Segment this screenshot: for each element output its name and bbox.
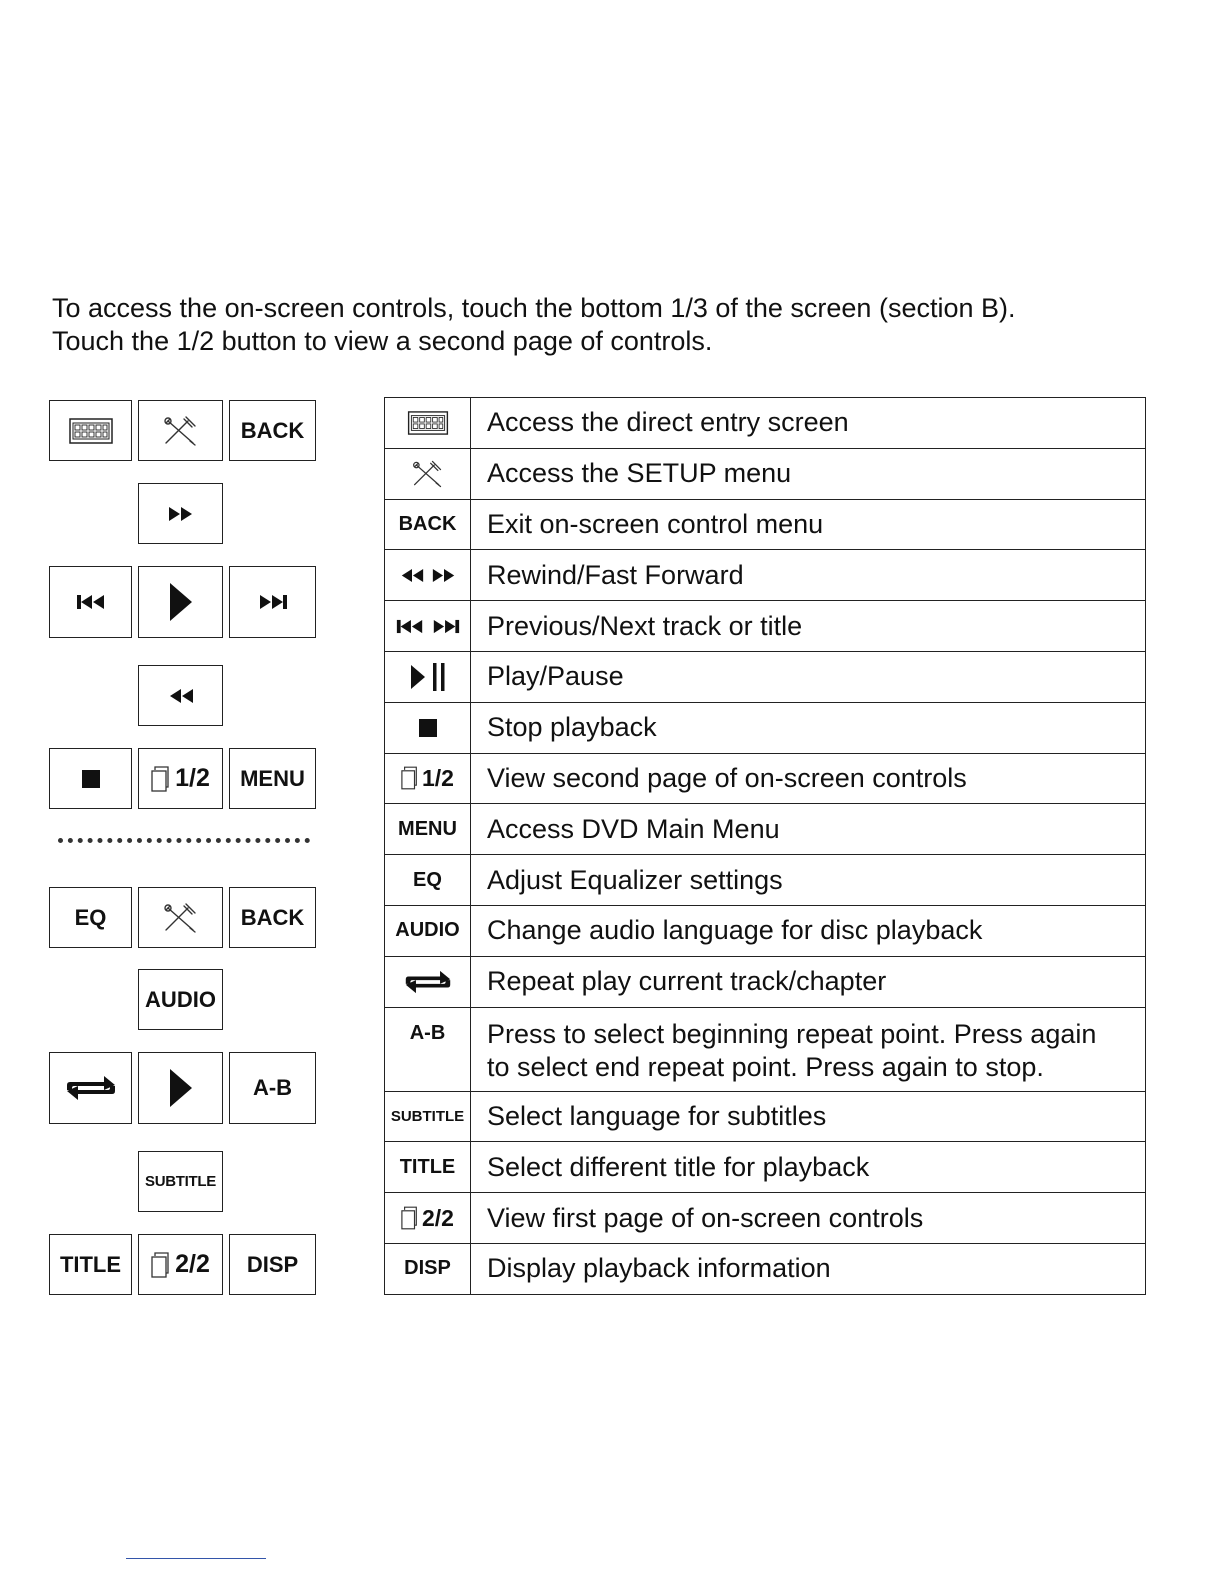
rewind-icon (399, 568, 425, 583)
footer-rule (126, 1558, 266, 1559)
intro-line-2: Touch the 1/2 button to view a second page of controls. (52, 326, 713, 356)
play-icon (168, 1068, 194, 1108)
legend-ab-line-2: to select end repeat point. Press again to stop. (487, 1051, 1044, 1082)
legend-audio: Change audio language for disc playback (471, 905, 1146, 956)
legend-ab-key: A-B (385, 1007, 471, 1091)
repeat-button[interactable] (49, 1052, 132, 1124)
legend-subtitle: Select language for subtitles (471, 1091, 1146, 1142)
legend-title-key: TITLE (385, 1142, 471, 1193)
subtitle-button-label: SUBTITLE (145, 1173, 216, 1190)
subtitle-button[interactable] (138, 1151, 223, 1212)
ab-repeat-button-label: A-B (252, 1075, 293, 1100)
eq-button[interactable] (49, 887, 132, 948)
table-row (385, 1091, 1146, 1142)
table-row (385, 855, 1146, 906)
legend-disp-key: DISP (385, 1243, 471, 1294)
play-button-2[interactable] (138, 1052, 223, 1124)
legend-page1: View second page of on-screen controls (471, 753, 1146, 804)
title-button[interactable] (49, 1234, 132, 1295)
play-icon (168, 582, 194, 622)
legend-eq: Adjust Equalizer settings (471, 855, 1146, 906)
legend-title: Select different title for playback (471, 1142, 1146, 1193)
play-button[interactable] (138, 566, 223, 638)
table-row (385, 702, 1146, 753)
legend-prev-next: Previous/Next track or title (471, 601, 1146, 652)
menu-button-label: MENU (240, 765, 305, 791)
tools-icon (162, 903, 200, 933)
next-track-icon (257, 594, 289, 610)
fast-forward-icon (431, 568, 457, 583)
ab-repeat-button[interactable] (229, 1052, 316, 1124)
page-1-2-label: 1/2 (175, 764, 210, 792)
table-row (385, 499, 1146, 550)
page-2-2-label: 2/2 (175, 1250, 210, 1278)
table-row (385, 1193, 1146, 1244)
table-row (385, 601, 1146, 652)
page-1-2-button[interactable] (138, 748, 223, 809)
table-row (385, 753, 1146, 804)
pages-icon (401, 1206, 419, 1230)
pages-icon (401, 766, 419, 790)
tools-icon (162, 416, 200, 446)
title-button-label: TITLE (59, 1251, 122, 1277)
table-row (385, 804, 1146, 855)
play-icon (410, 664, 426, 690)
setup-button-2[interactable] (138, 887, 223, 948)
previous-track-button[interactable] (49, 566, 132, 638)
legend-page2-key: 2/2 (422, 1204, 454, 1231)
legend-play-pause: Play/Pause (471, 651, 1146, 702)
table-row (385, 651, 1146, 702)
pages-icon (151, 766, 171, 792)
repeat-icon (403, 968, 453, 996)
audio-button-label: AUDIO (145, 986, 216, 1012)
pause-icon (432, 662, 446, 692)
legend-ab-line-1: Press to select beginning repeat point. Press again (487, 1018, 1097, 1049)
table-row (385, 448, 1146, 499)
previous-track-icon (75, 594, 107, 610)
tools-icon (411, 460, 445, 488)
table-row (385, 1243, 1146, 1294)
table-row (385, 550, 1146, 601)
legend-page2: View first page of on-screen controls (471, 1193, 1146, 1244)
back-button[interactable] (229, 400, 316, 461)
eq-button-label: EQ (74, 904, 107, 930)
fast-forward-icon (167, 506, 195, 522)
previous-track-icon (395, 619, 425, 634)
back-button-label: BACK (240, 417, 305, 443)
page-2-2-button[interactable] (138, 1234, 223, 1295)
direct-entry-button[interactable] (49, 400, 132, 461)
rewind-button[interactable] (138, 665, 223, 726)
next-track-icon (431, 619, 461, 634)
legend-eq-key: EQ (385, 855, 471, 906)
table-row (385, 1007, 1146, 1091)
repeat-icon (64, 1073, 118, 1103)
setup-button[interactable] (138, 400, 223, 461)
legend-back-key: BACK (385, 499, 471, 550)
keypad-icon (407, 411, 449, 435)
legend-setup: Access the SETUP menu (471, 448, 1146, 499)
table-row (385, 956, 1146, 1007)
stop-icon (81, 769, 101, 789)
disp-button-label: DISP (246, 1251, 299, 1277)
panel-divider (58, 838, 310, 843)
fast-forward-button[interactable] (138, 483, 223, 544)
back-button-2-label: BACK (240, 904, 305, 930)
legend-ab (471, 1007, 1146, 1091)
legend-subtitle-key: SUBTITLE (390, 1107, 465, 1125)
table-row (385, 1142, 1146, 1193)
legend-direct-entry: Access the direct entry screen (471, 398, 1146, 449)
intro-text (52, 292, 1192, 358)
legend-repeat: Repeat play current track/chapter (471, 956, 1146, 1007)
rewind-icon (167, 688, 195, 704)
table-row (385, 905, 1146, 956)
legend-stop: Stop playback (471, 702, 1146, 753)
legend-page1-key: 1/2 (422, 764, 454, 791)
audio-button[interactable] (138, 969, 223, 1030)
keypad-icon (69, 418, 113, 444)
legend-rewind-ff: Rewind/Fast Forward (471, 550, 1146, 601)
menu-button[interactable] (229, 748, 316, 809)
legend-audio-key: AUDIO (385, 905, 471, 956)
stop-icon (418, 718, 438, 738)
legend-disp: Display playback information (471, 1243, 1146, 1294)
legend-back: Exit on-screen control menu (471, 499, 1146, 550)
controls-legend-table (384, 397, 1146, 1295)
intro-line-1: To access the on-screen controls, touch the bottom 1/3 of the screen (section B). (52, 293, 1016, 323)
next-track-button[interactable] (229, 566, 316, 638)
pages-icon (151, 1252, 171, 1278)
back-button-2[interactable] (229, 887, 316, 948)
table-row (385, 398, 1146, 449)
disp-button[interactable] (229, 1234, 316, 1295)
legend-menu: Access DVD Main Menu (471, 804, 1146, 855)
stop-button[interactable] (49, 748, 132, 809)
legend-menu-key: MENU (385, 804, 471, 855)
